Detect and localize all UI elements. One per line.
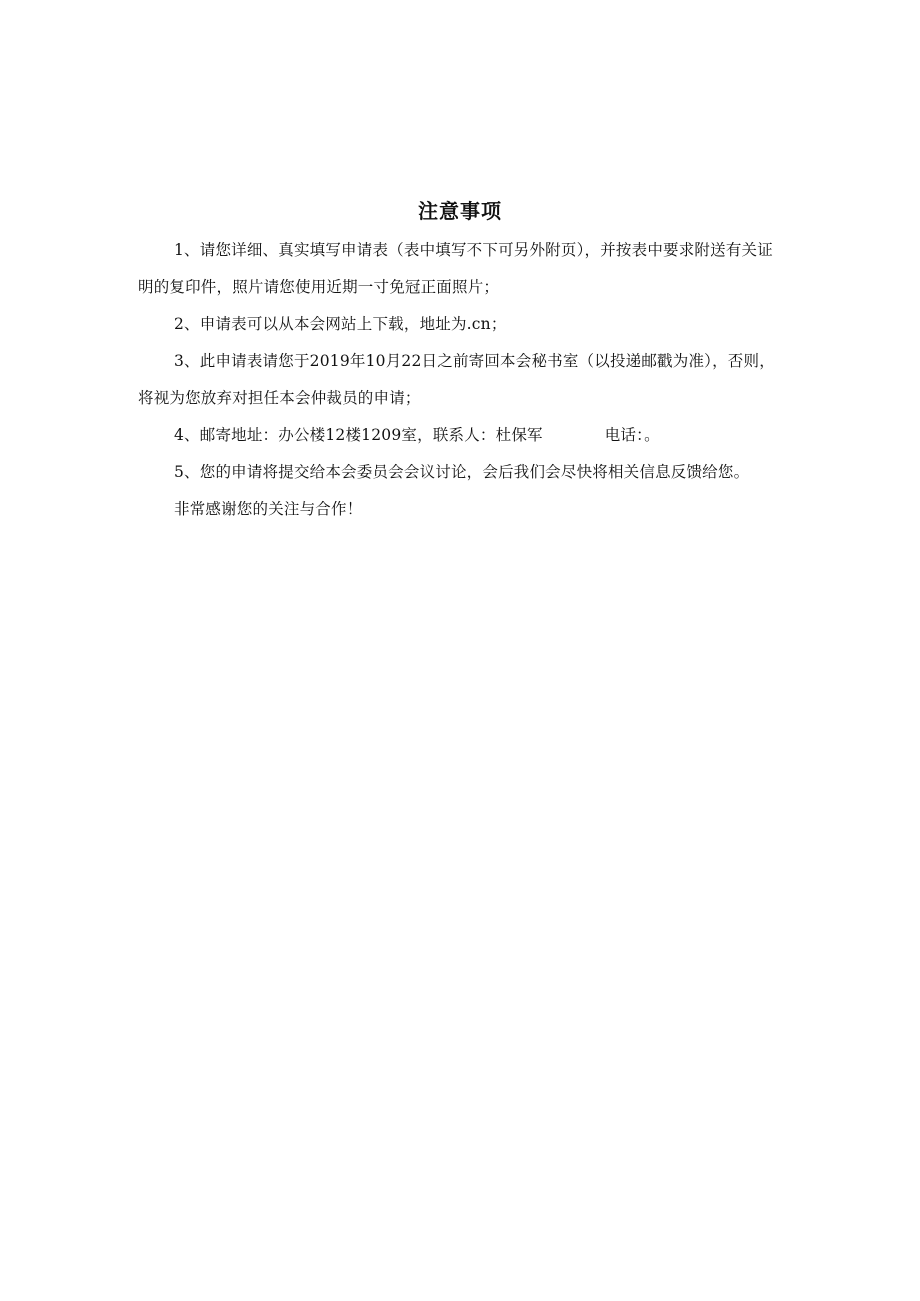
notice-item-5: 5、您的申请将提交给本会委员会会议讨论，会后我们会尽快将相关信息反馈给您。 <box>174 463 750 481</box>
notice-item-1: 1、请您详细、真实填写申请表（表中填写不下可另外附页），并按表中要求附送有关证明的复印件，照片请您使用近期一寸免冠正面照片； <box>138 241 773 296</box>
page-title: 注意事项 <box>418 199 502 223</box>
phone-text: 电话：。 <box>604 426 660 444</box>
closing-text: 非常感谢您的关注与合作！ <box>174 500 363 518</box>
notice-body <box>138 232 786 528</box>
notice-item-3: 3、此申请表请您于2019年10月22日之前寄回本会秘书室（以投递邮戳为准），否则，将视为您放弃对担任本会仲裁员的申请； <box>138 352 775 407</box>
mailing-address-text: 4、邮寄地址：办公楼12楼1209室，联系人：杜保军 <box>174 426 543 444</box>
notice-item-2: 2、申请表可以从本会网站上下载，地址为.cn； <box>174 315 507 333</box>
notice-item-4 <box>138 417 786 454</box>
